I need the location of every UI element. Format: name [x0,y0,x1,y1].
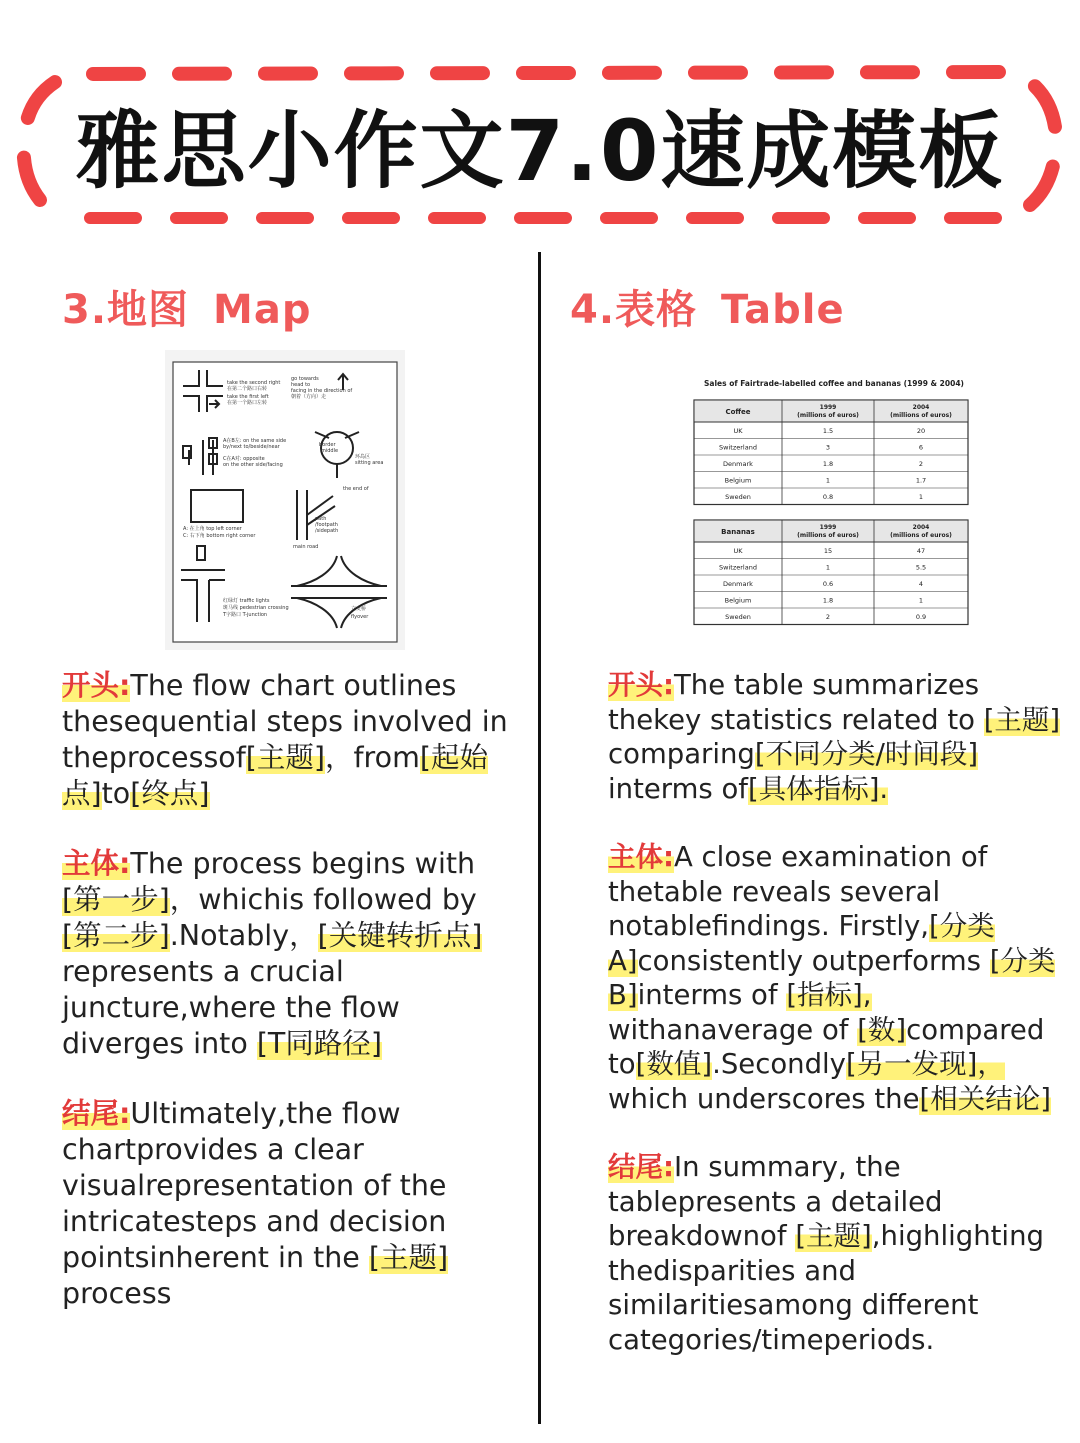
page-title: 雅思小作文7.0速成模板 [75,102,1005,200]
map-note: by/next to/beside/near [223,444,280,450]
text-segment: consistently outperforms [637,944,990,977]
text-line [608,840,1060,875]
placeholder-highlight: [主题] [983,703,1061,736]
text-line [62,776,524,812]
paragraph-label: 开头: [608,669,674,701]
table-cell: 1 [825,563,831,572]
text-segment: process [62,1277,172,1310]
text-line [608,1013,1060,1048]
map-note: 立交桥 [351,606,367,612]
map-note: 在第二个路口右转 [227,386,268,392]
map-sketch [165,350,405,650]
paragraph-label: 开头: [62,669,131,702]
text-segment: In summary, the [674,1151,901,1183]
table-cell: 1.5 [822,427,834,435]
table-cell: 1.8 [822,460,834,468]
text-line [608,1254,1060,1289]
map-vocabulary-figure [165,350,405,650]
table-template-text [608,668,1060,1391]
table-col-header: (millions of euros) [890,412,952,419]
table-col-header: (millions of euros) [797,412,859,419]
table-cell: 2 [825,613,831,621]
map-note: /sidepath [315,528,339,534]
map-note: facing in the direction of [291,388,353,394]
text-line [62,846,524,882]
text-segment: intricatesteps and decision [62,1205,447,1238]
map-template-text [62,668,524,1346]
table-cell: 1 [918,493,924,501]
text-segment: thetable reveals several [608,875,941,908]
text-segment: tablepresents a detailed [608,1185,943,1218]
placeholder-highlight: A] [608,944,638,977]
table-cell: 20 [916,427,926,435]
text-segment: interms of [608,772,748,805]
text-line [62,882,524,918]
map-note: C在A对: opposite [223,456,265,462]
table-cell: Switzerland [719,563,757,572]
table-cell: 4 [918,580,924,588]
text-segment: notablefindings. Firstly, [608,910,929,942]
text-segment: which underscores the [608,1082,920,1115]
text-line [608,978,1060,1013]
text-segment: diverges into [62,1027,257,1060]
table-cell: 5.5 [915,563,927,572]
text-line [608,668,1060,703]
placeholder-highlight: [不同分类/时间段] [754,738,979,770]
placeholder-highlight: [指标], [786,979,872,1011]
map-section-heading [62,278,311,335]
table-cell: Sweden [725,493,751,501]
map-note: the end of [343,486,369,492]
map-note: A在B左: on the same side [223,438,287,444]
placeholder-highlight: [关键转折点] [317,919,483,952]
text-line [62,704,524,740]
text-segment: breakdownof [608,1220,796,1252]
table-cell: 3 [825,443,831,452]
placeholder-highlight: [数] [857,1013,907,1046]
table-cell: UK [733,547,743,555]
table-cell: 15 [823,547,833,555]
text-segment: ，from [325,741,420,774]
table-col-header: 1999 [819,524,837,531]
text-segment: .Secondly [712,1048,846,1080]
table-cell: Sweden [725,613,751,621]
text-segment: The flow chart outlines [130,669,457,702]
placeholder-highlight: [起始 [419,741,488,774]
text-line [608,1323,1060,1358]
column-divider [538,252,541,1424]
text-segment: withanaverage of [608,1013,858,1046]
map-note: flyover [351,614,369,620]
table-paragraph [608,668,1060,806]
table-cell: Belgium [724,476,752,485]
table-cell: 6 [918,443,924,452]
text-segment: .Notably， [169,919,318,952]
text-line [608,703,1060,738]
text-segment: thedisparities and [608,1254,856,1287]
table-cell: 47 [916,547,926,555]
map-note: head to [291,382,311,388]
text-line [62,918,524,954]
text-line [62,990,524,1026]
text-segment: interms of [637,979,787,1011]
table-product-header: Bananas [721,528,755,536]
table-cell: Denmark [723,460,753,468]
text-segment: A close examination of [674,841,988,873]
map-note: take the second right [227,380,281,386]
paragraph-label: 结尾: [62,1097,131,1130]
text-segment: The table summarizes [674,669,980,701]
text-segment: theprocessof [62,741,246,774]
placeholder-highlight: [主题] [795,1220,872,1252]
table-cell: 1.7 [915,476,927,485]
map-note: 斑马线 pedestrian crossing [223,605,289,611]
map-note: take the first left [227,394,269,400]
text-segment: represents a crucial [62,955,344,988]
map-note: C: 右下角 bottom right corner [183,533,256,539]
text-line [62,740,524,776]
text-segment: to [101,777,131,810]
table-cell: Belgium [724,596,752,605]
placeholder-highlight: [分类 [928,910,995,942]
text-segment: pointsinherent in the [62,1241,369,1274]
text-line [62,1276,524,1312]
text-line [608,1185,1060,1220]
paragraph-label: 结尾: [608,1151,674,1183]
text-line [608,737,1060,772]
table-cell: 1 [825,476,831,485]
text-line [608,1219,1060,1254]
table-cell: 0.8 [822,493,834,501]
table-title: Sales of Fairtrade-labelled coffee and bananas (1999 & 2004) [704,379,964,388]
placeholder-highlight: [另一发现]， [845,1048,1005,1080]
text-line [62,1204,524,1240]
text-segment: visualrepresentation of the [62,1169,447,1202]
map-note: 红绿灯 traffic lights [223,598,270,604]
table-heading-num: 4.表格 [570,287,698,333]
map-note: 在第一个路口左转 [227,400,268,406]
text-line [608,1082,1060,1117]
table-paragraph [608,840,1060,1116]
placeholder-highlight: [分类 [989,944,1056,977]
map-note: T字路口 T-junction [223,612,268,618]
text-line [608,1150,1060,1185]
table-col-header: 2004 [912,524,930,531]
placeholder-highlight: [终点] [130,777,210,810]
map-note: A: 在上角 top left corner [183,526,242,532]
map-note: 环岛区 [355,454,371,460]
table-product-header: Coffee [725,408,751,416]
map-note: sitting area [355,460,384,466]
text-segment: to [608,1048,636,1080]
placeholder-highlight: [主题] [245,741,326,774]
text-segment: thesequential steps involved in [62,705,508,738]
table-col-header: (millions of euros) [890,532,952,539]
placeholder-highlight: 点] [62,777,102,810]
map-heading-num: 3.地图 [62,287,190,333]
placeholder-highlight: [第二步] [62,919,170,952]
placeholder-highlight: [第一步] [62,883,170,916]
paragraph-label: 主体: [62,847,131,880]
text-segment: comparing [608,738,755,770]
placeholder-highlight: [具体指标]. [747,772,889,805]
table-cell: Denmark [723,580,753,588]
paragraph-label: 主体: [608,841,674,873]
map-note: /footpath [315,522,338,528]
text-segment: similaritiesamong different [608,1289,979,1321]
table-cell: 0.9 [915,613,927,621]
map-note: path [315,516,327,522]
text-segment: ,highlighting [871,1220,1044,1252]
map-paragraph [62,1096,524,1312]
map-note: border [319,442,336,448]
table-cell: 0.6 [822,580,834,588]
text-line [608,1288,1060,1323]
table-col-header: 2004 [912,404,930,411]
map-note: go towards [291,376,319,382]
table-cell: 1.8 [822,596,834,605]
sales-table-image [688,372,980,650]
text-line [608,875,1060,910]
placeholder-highlight: [数值] [635,1048,713,1080]
map-note: main road [293,544,319,550]
text-segment: juncture,where the flow [62,991,400,1024]
placeholder-highlight: B] [608,979,638,1011]
table-col-header: 1999 [819,404,837,411]
map-paragraph [62,668,524,812]
text-segment: Ultimately,the flow [130,1097,401,1130]
table-cell: 2 [918,460,924,468]
text-line [62,954,524,990]
text-line [608,909,1060,944]
table-col-header: (millions of euros) [797,532,859,539]
table-heading-en: Table [721,287,845,333]
map-paragraph [62,846,524,1062]
map-heading-en: Map [213,287,312,333]
map-note: on the other side/facing [223,462,283,468]
text-line [608,944,1060,979]
table-paragraph [608,1150,1060,1357]
placeholder-highlight: [主题] [368,1241,449,1274]
text-line [62,668,524,704]
table-cell: UK [733,427,743,435]
text-segment: chartprovides a clear [62,1133,364,1166]
table-cell: Switzerland [719,443,757,452]
table-section-heading [570,278,845,335]
text-segment: ，whichis followed by [169,883,477,916]
text-segment: The process begins with [130,847,476,880]
text-segment: categories/timeperiods. [608,1323,935,1356]
placeholder-highlight: [T同路径] [256,1027,382,1060]
text-segment: compared [906,1013,1045,1046]
placeholder-highlight: [相关结论] [919,1082,1051,1115]
text-line [608,772,1060,807]
text-segment: thekey statistics related to [608,703,984,736]
text-line [62,1240,524,1276]
map-note: middle [321,448,339,454]
text-line [62,1096,524,1132]
text-line [62,1132,524,1168]
text-line [62,1026,524,1062]
map-note: 朝着（方向）走 [291,394,327,400]
text-line [608,1047,1060,1082]
table-figure [688,372,980,650]
table-cell: 1 [918,596,924,605]
text-line [62,1168,524,1204]
